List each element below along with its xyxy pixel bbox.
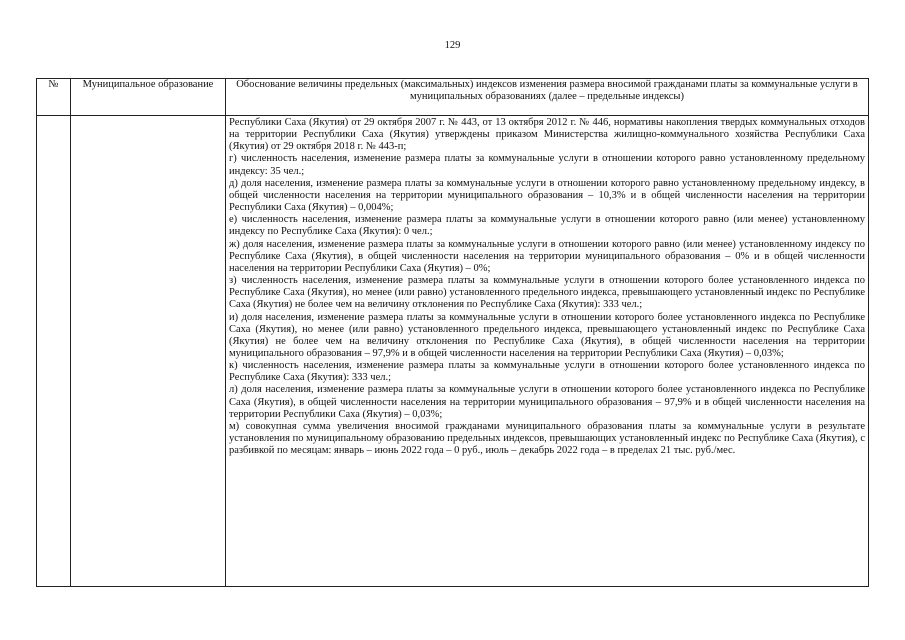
paragraph-i: и) доля населения, изменение размера платы за коммунальные услуги в отношении которого более установленного индекса по Республике Саха (Якутия), но менее (или равно) установленного предельного индекса, превышающего установленный индекс по Республике Саха (Якутия) не более чем на величину отклонения по Республике Саха (Якутия), в общей численности населения на территории муниципального образования – 97,9% и в общей численности населения на территории Республики Саха (Якутия) – 0,03%; [229, 311, 865, 359]
cell-municipality [71, 116, 226, 587]
paragraph-intro: Республики Саха (Якутия) от 29 октября 2007 г. № 443, от 13 октября 2012 г. № 446, нормативы накопления твердых коммунальных отходов на территории Республики Саха (Якутия) утверждены приказом Министерства жилищно-коммунального хозяйства Республики Саха (Якутия) от 29 октября 2018 г. № 443-п; [229, 117, 865, 153]
header-number: № [37, 79, 71, 116]
indices-table [36, 78, 869, 587]
table-header-row [37, 79, 869, 116]
header-municipality: Муниципальное образование [71, 79, 226, 116]
paragraph-k: к) численность населения, изменение размера платы за коммунальные услуги в отношении которого более установленного индекса по Республике Саха (Якутия): 333 чел.; [229, 360, 865, 384]
paragraph-z: з) численность населения, изменение размера платы за коммунальные услуги в отношении которого более установленного индекса по Республике Саха (Якутия), но менее (или равно) установленного предельного индекса, превышающего установленный индекс по Республике Саха (Якутия) не более чем на величину отклонения по Республике Саха (Якутия): 333 чел.; [229, 275, 865, 311]
paragraph-e: е) численность населения, изменение размера платы за коммунальные услуги в отношении которого равно (или менее) установленному индексу по Республике Саха (Якутия): 0 чел.; [229, 214, 865, 238]
table-row [37, 116, 869, 587]
header-justification-text: Обоснование величины предельных (максимальных) индексов изменения размера вносимой гражданами платы за коммунальные услуги в муниципальных образованиях (далее – предельные индексы) [236, 79, 858, 102]
justification-content [226, 116, 868, 457]
cell-justification [226, 116, 869, 587]
paragraph-m: м) совокупная сумма увеличения вносимой гражданами муниципального образования платы за коммунальные услуги в результате установления по муниципальному образованию предельных индексов, превышающих установленный индекс по Республике Саха (Якутия), с разбивкой по месяцам: январь – июнь 2022 года – 0 руб., июль – декабрь 2022 года – в пределах 21 тыс. руб./мес. [229, 420, 865, 457]
page-number: 129 [444, 40, 461, 51]
paragraph-g: г) численность населения, изменение размера платы за коммунальные услуги в отношении которого равно установленному предельному индексу: 35 чел.; [229, 153, 865, 177]
paragraph-d: д) доля населения, изменение размера платы за коммунальные услуги в отношении которого равно установленному предельному индексу, в общей численности населения на территории муниципального образования – 10,3% и в общей численности населения на территории Республики Саха (Якутия) – 0,004%; [229, 177, 865, 214]
paragraph-l: л) доля населения, изменение размера платы за коммунальные услуги в отношении которого более установленного индекса по Республике Саха (Якутия), в общей численности населения на территории муниципального образования – 97,9% и в общей численности населения на территории Республики Саха (Якутия) – 0,03%; [229, 384, 865, 420]
paragraph-zh: ж) доля населения, изменение размера платы за коммунальные услуги в отношении которого равно (или менее) установленному индексу по Республике Саха (Якутия), в общей численности населения на территории муниципального образования – 0% и в общей численности населения на территории Республики Саха (Якутия) – 0%; [229, 238, 865, 274]
cell-number [37, 116, 71, 587]
header-justification [226, 79, 869, 116]
